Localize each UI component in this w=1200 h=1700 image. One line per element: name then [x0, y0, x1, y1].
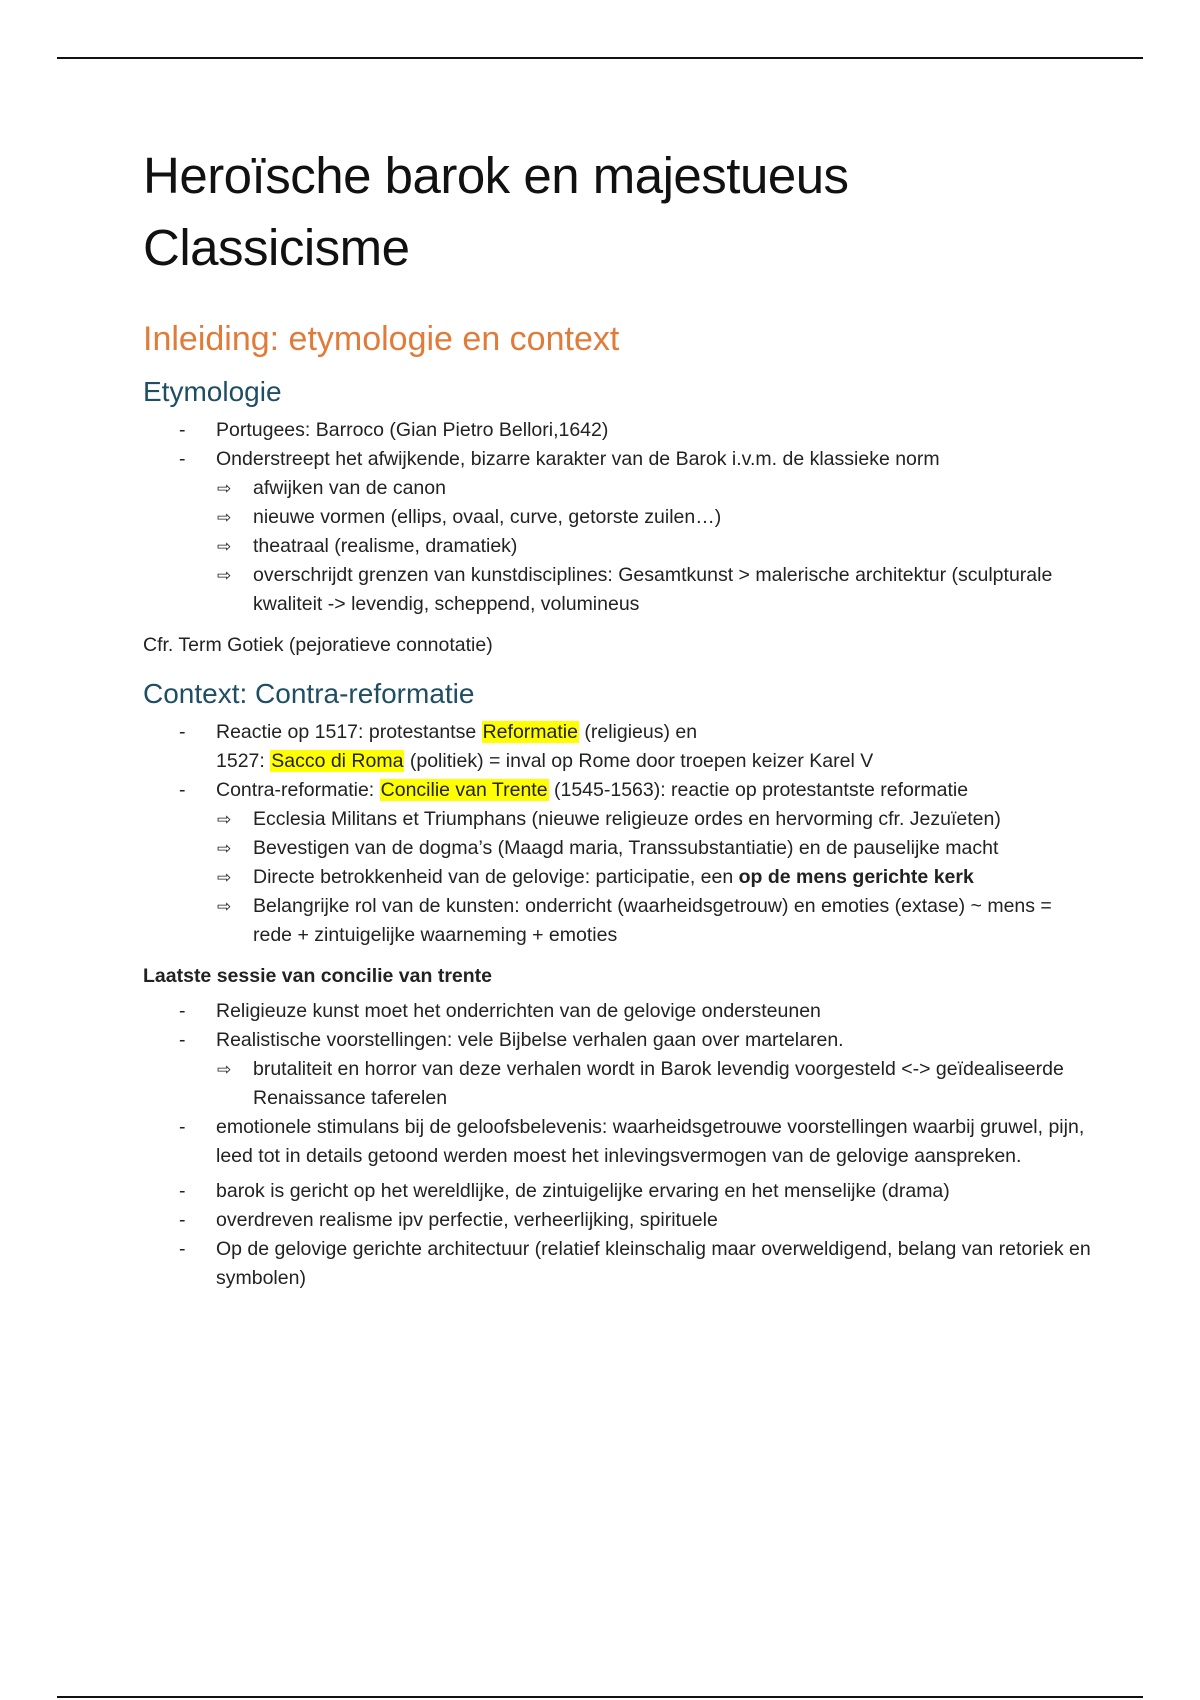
list-item — [143, 776, 1093, 950]
list-item: - Religieuze kunst moet het onderrichten van de gelovige ondersteunen — [143, 997, 1093, 1026]
top-rule — [57, 57, 1143, 59]
list-item-text: Realistische voorstellingen: vele Bijbelse verhalen gaan over martelaren. — [216, 1029, 844, 1051]
sub-list-item — [216, 805, 1093, 834]
list-item: - overdreven realisme ipv perfectie, verheerlijking, spirituele — [143, 1206, 1093, 1235]
text-span: 1527: — [216, 750, 271, 772]
text-span: Contra-reformatie: — [216, 779, 380, 801]
arrow-right-icon: ⇨ — [217, 566, 232, 585]
sub-item-text: Belangrijke rol van de kunsten: onderricht (waarheidsgetrouw) en emoties (extase) ~ mens = rede + zintuigelijke waarneming + emoties — [253, 895, 1052, 946]
bold-phrase: op de mens gerichte kerk — [738, 866, 974, 888]
list-item: - Op de gelovige gerichte architectuur (relatief kleinschalig maar overweldigend, belang van retoriek en symbolen) — [143, 1235, 1093, 1293]
sub-list-item — [216, 532, 1093, 561]
sub-item-text: Directe betrokkenheid van de gelovige: participatie, een — [253, 866, 739, 888]
sub-item-text: Bevestigen van de dogma’s (Maagd maria, Transsubstantiatie) en de pauselijke macht — [253, 837, 999, 859]
title-line-1: Heroïsche barok en majestueus — [143, 147, 849, 204]
tail-list — [143, 1177, 1093, 1293]
arrow-right-icon: ⇨ — [217, 479, 232, 498]
arrow-right-icon: ⇨ — [217, 810, 232, 829]
arrow-right-icon: ⇨ — [217, 897, 232, 916]
laatste-list — [143, 997, 1093, 1171]
arrow-right-icon: ⇨ — [217, 1060, 232, 1079]
sub-item-text: brutaliteit en horror van deze verhalen wordt in Barok levendig voorgesteld <-> geïdealiseerde Renaissance taferelen — [253, 1058, 1064, 1109]
document-body — [143, 140, 1093, 1293]
list-item: - Portugees: Barroco (Gian Pietro Bellori,1642) — [143, 416, 1093, 445]
etymologie-heading: Etymologie — [143, 376, 282, 407]
highlight-sacco-di-roma: Sacco di Roma — [271, 750, 404, 772]
section-heading: Inleiding: etymologie en context — [143, 320, 620, 358]
text-span: (religieus) en — [578, 721, 698, 743]
list-item: - barok is gericht op het wereldlijke, de zintuigelijke ervaring en het menselijke (drama) — [143, 1177, 1093, 1206]
sub-list-item — [216, 1055, 1093, 1113]
arrow-right-icon: ⇨ — [217, 868, 232, 887]
list-item: - emotionele stimulans bij de geloofsbelevenis: waarheidsgetrouwe voorstellingen waarbij gruwel, pijn, leed tot in details getoond werden moest het inlevingsvermogen van de gelovige aanspreken. — [143, 1113, 1093, 1171]
sub-list-item — [216, 503, 1093, 532]
sub-item-text: theatraal (realisme, dramatiek) — [253, 535, 518, 557]
list-item — [143, 445, 1093, 619]
context-sublist — [216, 805, 1093, 950]
sub-list-item — [216, 474, 1093, 503]
laatste-sessie-heading: Laatste sessie van concilie van trente — [143, 965, 493, 987]
list-item — [143, 1026, 1093, 1113]
arrow-right-icon: ⇨ — [217, 839, 232, 858]
context-heading: Context: Contra-reformatie — [143, 678, 475, 709]
highlight-concilie-van-trente: Concilie van Trente — [380, 779, 548, 801]
sub-list-item — [216, 834, 1093, 863]
etymologie-list — [143, 416, 1093, 619]
highlight-reformatie: Reformatie — [482, 721, 578, 743]
sub-item-text: nieuwe vormen (ellips, ovaal, curve, getorste zuilen…) — [253, 506, 722, 528]
sub-list-item — [216, 561, 1093, 619]
text-span: (politiek) = inval op Rome door troepen keizer Karel V — [404, 750, 874, 772]
list-item-text: Onderstreept het afwijkende, bizarre karakter van de Barok i.v.m. de klassieke norm — [216, 448, 940, 470]
document-title — [143, 140, 1093, 284]
bottom-rule — [57, 1696, 1143, 1698]
sub-list-item — [216, 892, 1093, 950]
etymologie-sublist — [216, 474, 1093, 619]
text-span: (1545-1563): reactie op protestantste reformatie — [548, 779, 969, 801]
text-span: Reactie op 1517: protestantse — [216, 721, 482, 743]
sub-item-text: afwijken van de canon — [253, 477, 446, 499]
arrow-right-icon: ⇨ — [217, 537, 232, 556]
laatste-sublist — [216, 1055, 1093, 1113]
sub-item-text: Ecclesia Militans et Triumphans (nieuwe religieuze ordes en hervorming cfr. Jezuïeten) — [253, 808, 1001, 830]
arrow-right-icon: ⇨ — [217, 508, 232, 527]
title-line-2: Classicisme — [143, 219, 410, 276]
context-list — [143, 718, 1093, 950]
sub-list-item — [216, 863, 1093, 892]
etymologie-note: Cfr. Term Gotiek (pejoratieve connotatie) — [143, 634, 493, 656]
sub-item-text: overschrijdt grenzen van kunstdisciplines: Gesamtkunst > malerische architektur (sculpturale kwaliteit -> levendig, scheppend, volumineus — [253, 564, 1053, 615]
list-item — [143, 718, 1093, 776]
